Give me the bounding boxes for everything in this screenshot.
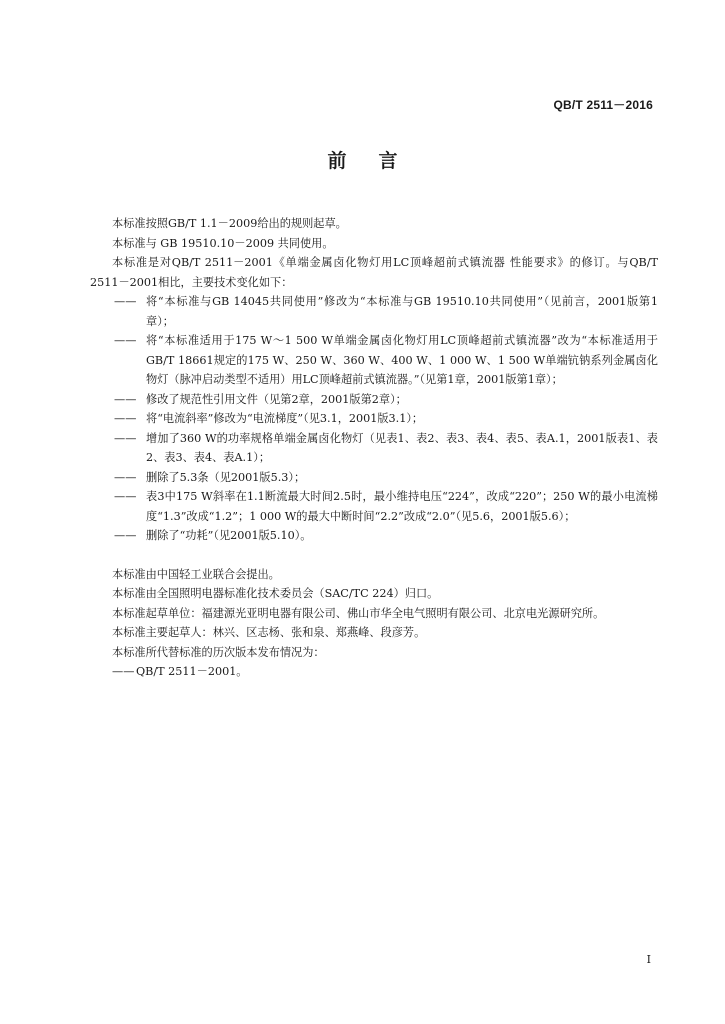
change-item	[90, 429, 658, 468]
change-text: 将“本标准适用于175 W～1 500 W单端金属卤化物灯用LC顶峰超前式镇流器”改为“本标准适用于GB/T 18661规定的175 W、250 W、360 W、400 W、1 000 W、1 500 W单端钪钠系列金属卤化物灯（脉冲启动类型不适用）用LC顶峰超前式镇流器。”（见第1章，2001版第1章）；	[146, 334, 658, 386]
closing-paragraph: 本标准起草单位：福建源光亚明电器有限公司、佛山市华全电气照明有限公司、北京电光源研究所。	[112, 606, 605, 620]
history-text: QB/T 2511－2001。	[136, 665, 248, 678]
closing-paragraph: 本标准主要起草人：林兴、区志杨、张和泉、郑燕峰、段彦芳。	[112, 626, 426, 639]
change-item	[90, 487, 658, 526]
closing-paragraph: 本标准由全国照明电器标准化技术委员会（SAC/TC 224）归口。	[112, 587, 439, 600]
intro-paragraph: 本标准是对QB/T 2511－2001《单端金属卤化物灯用LC顶峰超前式镇流器 性能要求》的修订。与QB/T 2511－2001相比，主要技术变化如下：	[90, 256, 658, 289]
change-item	[90, 292, 658, 331]
closing-paragraph: 本标准由中国轻工业联合会提出。	[112, 567, 280, 581]
change-item	[90, 468, 658, 488]
closing-paragraph: 本标准所代替标准的历次版本发布情况为：	[112, 645, 325, 659]
page-number: I	[646, 953, 651, 966]
list-dash: ——	[114, 490, 137, 503]
change-text: 删除了5.3条（见2001版5.3）；	[146, 470, 306, 484]
change-text: 增加了360 W的功率规格单端金属卤化物灯（见表1、表2、表3、表4、表5、表A.1，2001版表1、表2、表3、表4、表A.1）；	[146, 431, 658, 464]
change-text: 将“本标准与GB 14045共同使用”修改为“本标准与GB 19510.10共同使用”（见前言，2001版第1章）；	[146, 295, 658, 328]
list-dash: ——	[112, 665, 135, 678]
change-text: 将“电流斜率”修改为“电流梯度”（见3.1，2001版3.1）；	[146, 412, 424, 425]
list-dash: ——	[114, 334, 137, 347]
change-item	[90, 409, 658, 429]
list-dash: ——	[114, 412, 137, 425]
change-item	[90, 390, 658, 410]
history-item	[90, 662, 658, 682]
foreword-body	[90, 214, 658, 682]
change-item	[90, 331, 658, 390]
technical-changes-list	[90, 292, 658, 546]
change-text: 删除了“功耗”（见2001版5.10）。	[146, 529, 312, 542]
change-text: 表3中175 W斜率在1.1断流最大时间2.5时，最小维持电压“224”，改成“220”；250 W的最小电流梯度“1.3”改成“1.2”；1 000 W的最大中断时间“2.2”改成“2.0”（见5.6，2001版5.6）；	[146, 490, 658, 523]
change-item	[90, 526, 658, 546]
list-dash: ——	[114, 470, 137, 484]
list-dash: ——	[114, 431, 137, 445]
standard-code: QB/T 2511－2016	[553, 98, 653, 112]
list-dash: ——	[114, 529, 137, 542]
list-dash: ——	[114, 295, 137, 308]
intro-paragraph: 本标准与 GB 19510.10－2009 共同使用。	[112, 236, 334, 250]
list-dash: ——	[114, 392, 137, 406]
paragraph-spacer	[90, 546, 658, 565]
intro-paragraph: 本标准按照GB/T 1.1－2009给出的规则起草。	[112, 217, 347, 230]
page-title: 前言	[327, 150, 430, 172]
change-text: 修改了规范性引用文件（见第2章，2001版第2章）；	[146, 392, 407, 406]
